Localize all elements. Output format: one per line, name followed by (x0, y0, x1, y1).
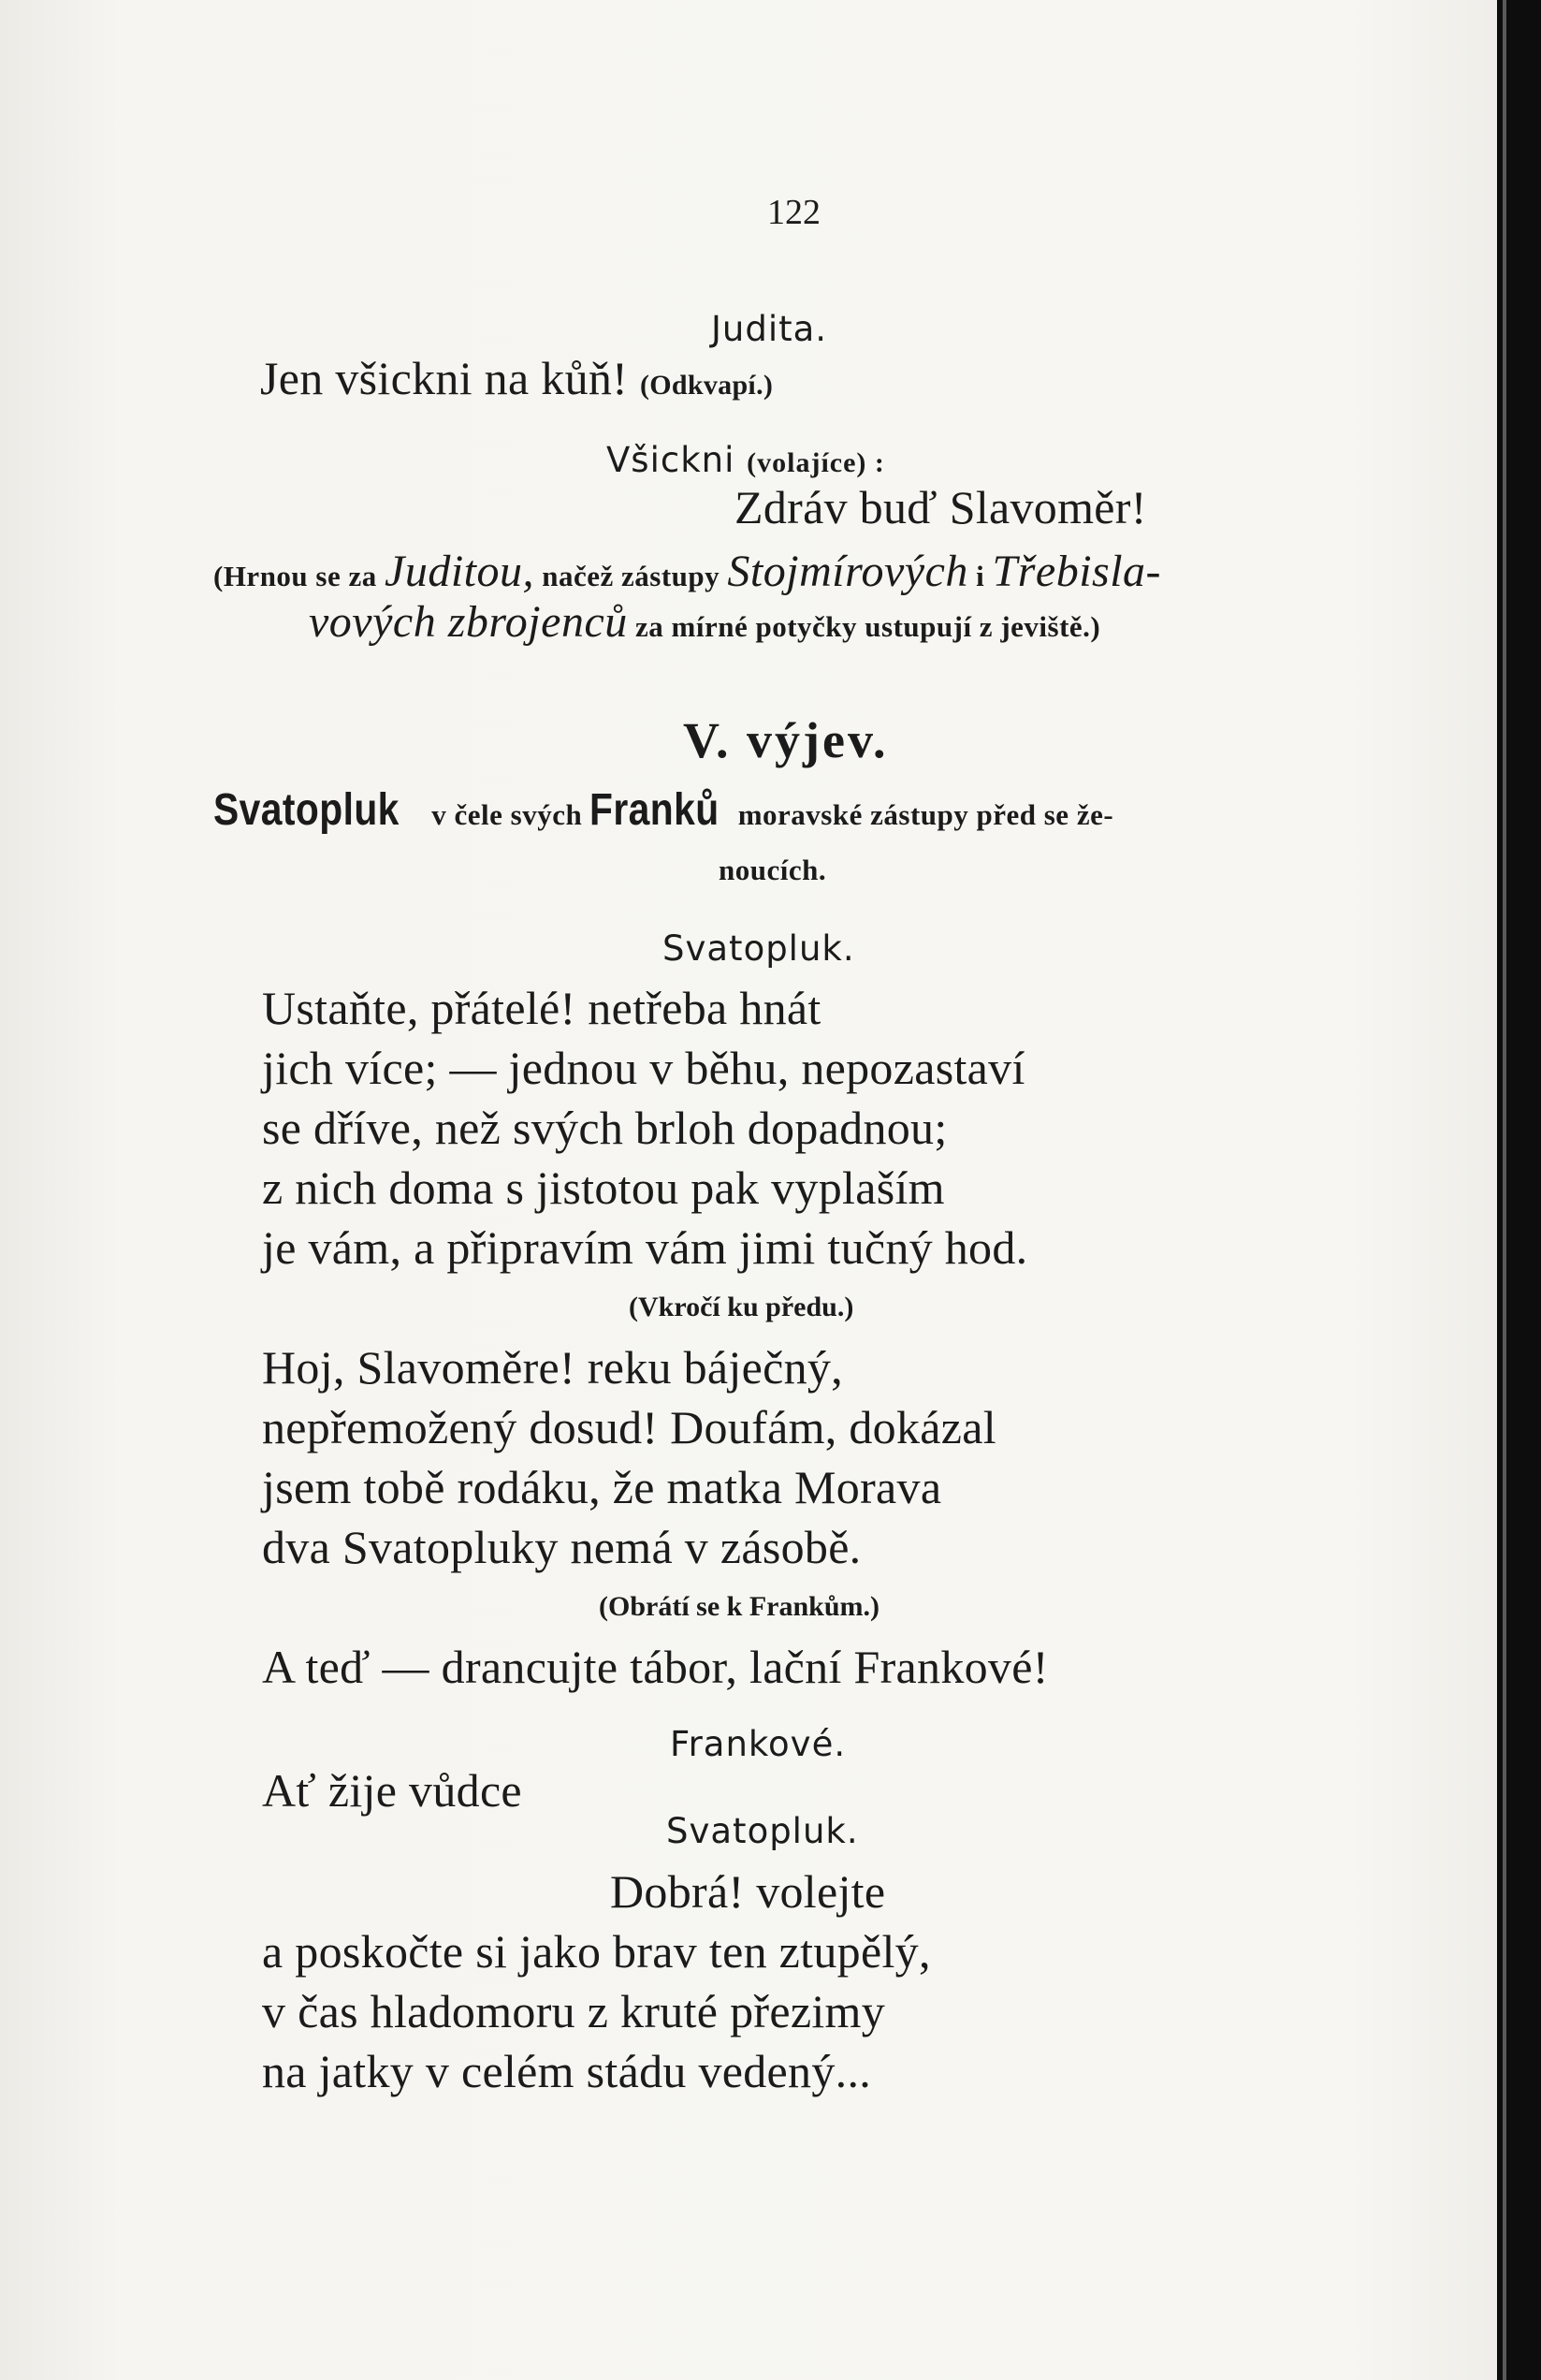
stage-name: Stojmírových (727, 547, 968, 596)
page-number: 122 (767, 193, 821, 232)
verse-line: jich více; — jednou v běhu, nepozastaví (262, 1042, 1025, 1094)
scene-description: noucích. (719, 854, 827, 886)
verse-line: Ať žije vůdce (262, 1764, 522, 1817)
verse-line: Ustaňte, přátelé! netřeba hnát (262, 982, 821, 1034)
stage-direction-block (213, 546, 1161, 597)
scene-description (213, 784, 1113, 836)
verse-line: A teď — drancujte tábor, lační Frankové! (262, 1641, 1049, 1693)
character-name: Franků (589, 785, 720, 835)
scene-heading: V. výjev. (683, 712, 889, 768)
stage-name: Třebisla- (992, 547, 1162, 596)
speaker-svatopluk: Svatopluk. (666, 1811, 859, 1851)
stage-name: vových zbrojenců (309, 597, 628, 647)
verse-line: a poskočte si jako brav ten ztupělý, (262, 1925, 931, 1978)
speaker-vsickni (606, 440, 885, 480)
verse-line: Dobrá! volejte (610, 1865, 886, 1918)
stage-direction: (volajíce) : (747, 447, 885, 478)
stage-text: moravské zástupy před se že- (737, 798, 1114, 831)
stage-text: za mírné potyčky ustupují z jeviště.) (635, 610, 1101, 643)
verse-line: Hoj, Slavoměre! reku báječný, (262, 1341, 843, 1394)
character-name: Svatopluk (213, 785, 400, 835)
verse-line: v čas hladomoru z kruté přezimy (262, 1985, 886, 2037)
stage-direction-block (309, 596, 1100, 648)
stage-text: (Hrnou se za (213, 560, 377, 592)
stage-text: v čele svých (431, 798, 583, 831)
speaker-name: Všickni (606, 440, 735, 480)
stage-direction: (Obrátí se k Frankům.) (599, 1591, 880, 1622)
verse-line: z nich doma s jistotou pak vyplaším (262, 1161, 945, 1214)
verse-line: nepřemožený dosud! Doufám, dokázal (262, 1401, 996, 1453)
speaker-frankove: Frankové. (670, 1724, 847, 1764)
stage-text: i (976, 560, 985, 592)
verse-text: Jen všickni na kůň! (260, 352, 629, 404)
verse-line: se dříve, než svých brloh dopadnou; (262, 1102, 948, 1154)
verse-line: dva Svatopluky nemá v zásobě. (262, 1521, 862, 1573)
speaker-judita: Judita. (711, 309, 828, 349)
stage-text: načež zástupy (542, 560, 720, 592)
page-edge-line (1503, 0, 1506, 2380)
speaker-svatopluk: Svatopluk. (662, 928, 855, 969)
verse-line: na jatky v celém stádu vedený... (262, 2045, 872, 2097)
stage-direction: (Vkročí ku předu.) (629, 1292, 854, 1322)
verse-line: je vám, a připravím vám jimi tučný hod. (262, 1221, 1028, 1274)
stage-name: Juditou, (385, 547, 534, 596)
verse-line (260, 351, 773, 405)
stage-direction: (Odkvapí.) (639, 370, 774, 401)
verse-line: Zdráv buď Slavoměr! (734, 481, 1147, 533)
verse-line: jsem tobě rodáku, že matka Morava (262, 1461, 942, 1513)
